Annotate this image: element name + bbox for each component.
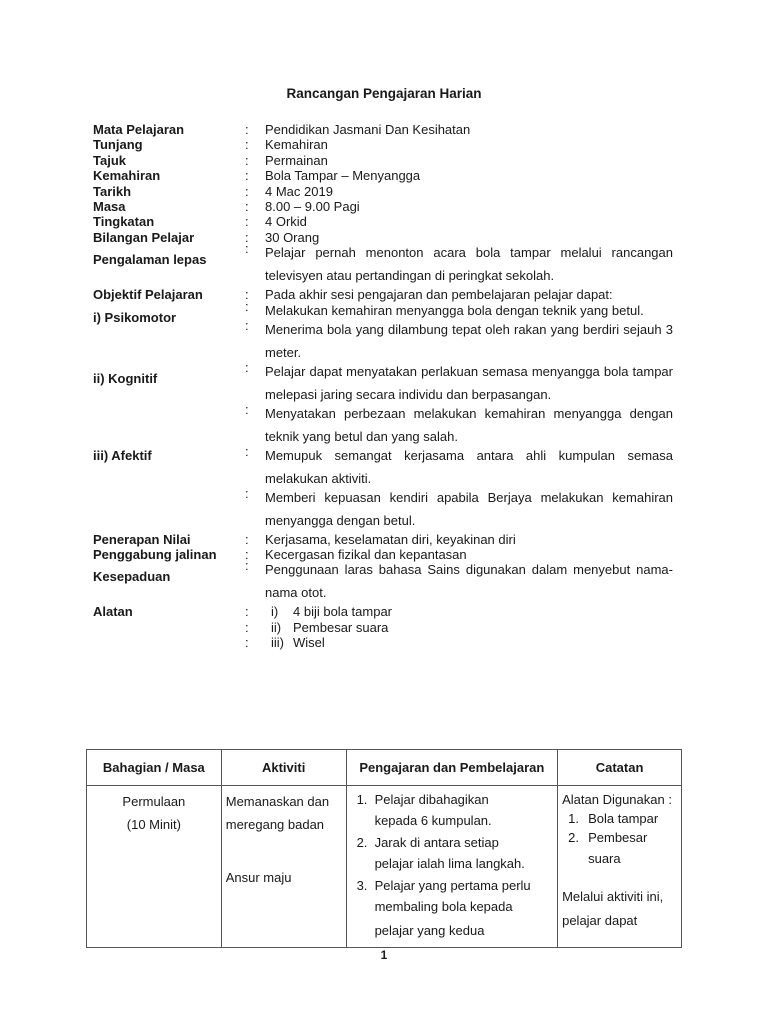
value-bilangan-pelajar: 30 Orang (265, 229, 320, 245)
cell-pengajaran (346, 786, 558, 948)
value-kemahiran: Bola Tampar – Menyangga (265, 168, 421, 184)
info-row-alatan-2 (93, 620, 673, 635)
info-row-nilai (93, 532, 673, 547)
label-pengalaman-lepas: Pengalaman lepas (93, 252, 207, 268)
value-kognitif-1: Pelajar dapat menyatakan perlakuan semasa menyangga bola tampar melepasi jaring secara individu dan berpasangan. (265, 363, 673, 402)
item-text: 4 biji bola tampar (293, 604, 392, 620)
label-bilangan-pelajar: Bilangan Pelajar (93, 229, 195, 245)
value-penerapan-nilai: Kerjasama, keselamatan diri, keyakinan diri (265, 531, 516, 547)
label-afektif: iii) Afektif (93, 447, 152, 463)
colon: : (245, 558, 249, 574)
value-kesepaduan: Penggunaan laras bahasa Sains digunakan dalam menyebut nama-nama otot. (265, 562, 673, 601)
aktiviti-line: meregang badan (225, 817, 325, 832)
colon: : (245, 531, 249, 547)
colon: : (245, 241, 249, 257)
colon: : (245, 229, 249, 245)
label-objektif-pelajaran: Objektif Pelajaran (93, 287, 203, 303)
item-number: 2. (568, 830, 579, 845)
label-kesepaduan: Kesepaduan (93, 569, 171, 585)
label-mata-pelajaran: Mata Pelajaran (93, 122, 185, 137)
step-number: 3. (356, 878, 368, 893)
info-row-afektif (93, 444, 673, 490)
value-afektif-1: Memupuk semangat kerjasama antara ahli kumpulan semasa melakukan aktiviti. (265, 447, 673, 486)
colon: : (245, 317, 249, 333)
catatan-line: Melalui aktiviti ini, (562, 889, 664, 904)
value-psikomotor-2: Menerima bola yang dilambung tepat oleh rakan yang berdiri sejauh 3 meter. (265, 321, 673, 360)
colon: : (245, 214, 249, 230)
cell-aktiviti (221, 786, 346, 948)
value-objektif-pelajaran: Pada akhir sesi pengajaran dan pembelajaran pelajar dapat: (265, 287, 613, 303)
label-kemahiran: Kemahiran (93, 168, 161, 184)
label-psikomotor: i) Psikomotor (93, 309, 177, 325)
label-masa: Masa (93, 199, 126, 215)
info-row-psikomotor-2 (93, 318, 673, 364)
step-text: Pelajar dibahagikan (374, 792, 489, 807)
step-text-cont: pelajar yang kedua (374, 923, 485, 938)
colon: : (245, 298, 249, 314)
label-penerapan-nilai: Penerapan Nilai (93, 531, 191, 547)
info-row-tunjang (93, 137, 673, 152)
info-row-tingkatan (93, 214, 673, 229)
item-text: Bola tampar (588, 811, 659, 826)
label-penggabung-jalinan: Penggabung jalinan (93, 547, 217, 563)
item-text: Pembesar (588, 830, 648, 845)
header-pengajaran: Pengajaran dan Pembelajaran (346, 750, 558, 786)
value-kognitif-2: Menyatakan perbezaan melakukan kemahiran menyangga dengan teknik yang betul dan yang salah. (265, 405, 673, 444)
page-title: Rancangan Pengajaran Harian (286, 86, 482, 101)
bahagian-line: Permulaan (122, 794, 186, 809)
step-number: 1. (356, 792, 368, 807)
value-pengalaman-lepas: Pelajar pernah menonton acara bola tampar melalui rancangan televisyen atau pertandingan di peringkat sekolah. (265, 245, 673, 284)
label-alatan: Alatan (93, 604, 133, 620)
colon: : (245, 635, 249, 651)
step-text-cont: pelajar ialah lima langkah. (374, 856, 525, 871)
colon: : (245, 168, 249, 184)
colon: : (245, 137, 249, 153)
cell-catatan (558, 786, 682, 948)
colon: : (245, 359, 249, 375)
info-row-afektif-2 (93, 486, 673, 532)
colon: : (245, 152, 249, 168)
lesson-table (86, 749, 682, 948)
value-alatan-2 (265, 620, 673, 635)
value-afektif-2: Memberi kepuasan kendiri apabila Berjaya melakukan kemahiran menyangga dengan betul. (265, 489, 673, 528)
colon: : (245, 183, 249, 199)
table-header-row (87, 750, 682, 786)
info-row-mata-pelajaran (93, 122, 673, 137)
value-masa: 8.00 – 9.00 Pagi (265, 199, 360, 215)
pp-steps (351, 790, 554, 943)
info-row-kemahiran (93, 168, 673, 183)
page-number: 1 (380, 948, 388, 962)
colon: : (245, 619, 249, 635)
info-row-tarikh (93, 184, 673, 199)
value-mata-pelajaran: Pendidikan Jasmani Dan Kesihatan (265, 122, 471, 137)
list-item (351, 790, 554, 833)
info-row-kognitif (93, 360, 673, 406)
info-row-alatan-1 (93, 604, 673, 619)
label-kognitif: ii) Kognitif (93, 370, 158, 386)
colon: : (245, 287, 249, 303)
value-tajuk: Permainan (265, 152, 328, 168)
value-tunjang: Kemahiran (265, 137, 328, 153)
value-psikomotor-1: Melakukan kemahiran menyangga bola dengan teknik yang betul. (265, 302, 644, 318)
label-tingkatan: Tingkatan (93, 214, 155, 230)
catatan-title: Alatan Digunakan : (562, 792, 672, 807)
value-tingkatan: 4 Orkid (265, 214, 307, 230)
label-tunjang: Tunjang (93, 137, 143, 153)
colon: : (245, 443, 249, 459)
header-aktiviti: Aktiviti (221, 750, 346, 786)
colon: : (245, 604, 249, 620)
item-number: ii) (271, 619, 282, 635)
info-row-pengalaman (93, 241, 673, 287)
value-tarikh: 4 Mac 2019 (265, 183, 333, 199)
table-row (87, 786, 682, 948)
catatan-line: pelajar dapat (562, 913, 638, 928)
colon: : (245, 547, 249, 563)
item-number: 1. (568, 811, 579, 826)
catatan-list (562, 809, 677, 871)
item-text-cont: suara (588, 851, 621, 866)
info-row-tajuk (93, 153, 673, 168)
list-item (562, 809, 677, 828)
colon: : (245, 122, 249, 137)
list-item (351, 876, 554, 943)
info-row-masa (93, 199, 673, 214)
info-row-kesepaduan (93, 558, 673, 604)
info-row-alatan-3 (93, 635, 673, 650)
value-alatan-1 (265, 604, 673, 619)
colon: : (245, 199, 249, 215)
step-text: Pelajar yang pertama perlu (374, 878, 531, 893)
lesson-info (93, 122, 673, 651)
colon: : (245, 485, 249, 501)
cell-bahagian (87, 786, 222, 948)
item-text: Wisel (293, 635, 325, 651)
step-number: 2. (356, 835, 368, 850)
item-number: iii) (271, 635, 284, 651)
step-text-cont: kepada 6 kumpulan. (374, 813, 492, 828)
bahagian-line: (10 Minit) (126, 817, 181, 832)
aktiviti-line: Ansur maju (225, 870, 292, 885)
list-item (562, 828, 677, 871)
label-tarikh: Tarikh (93, 183, 132, 199)
step-text-cont: membaling bola kepada (374, 899, 513, 914)
header-catatan: Catatan (558, 750, 682, 786)
label-tajuk: Tajuk (93, 152, 126, 168)
colon: : (245, 401, 249, 417)
step-text: Jarak di antara setiap (374, 835, 499, 850)
list-item (351, 833, 554, 876)
aktiviti-line: Memanaskan dan (225, 794, 330, 809)
info-row-kognitif-2 (93, 402, 673, 448)
item-number: i) (271, 604, 279, 620)
header-bahagian: Bahagian / Masa (87, 750, 222, 786)
value-alatan-3 (265, 635, 673, 650)
item-text: Pembesar suara (293, 619, 389, 635)
value-penggabung-jalinan: Kecergasan fizikal dan kepantasan (265, 547, 467, 563)
